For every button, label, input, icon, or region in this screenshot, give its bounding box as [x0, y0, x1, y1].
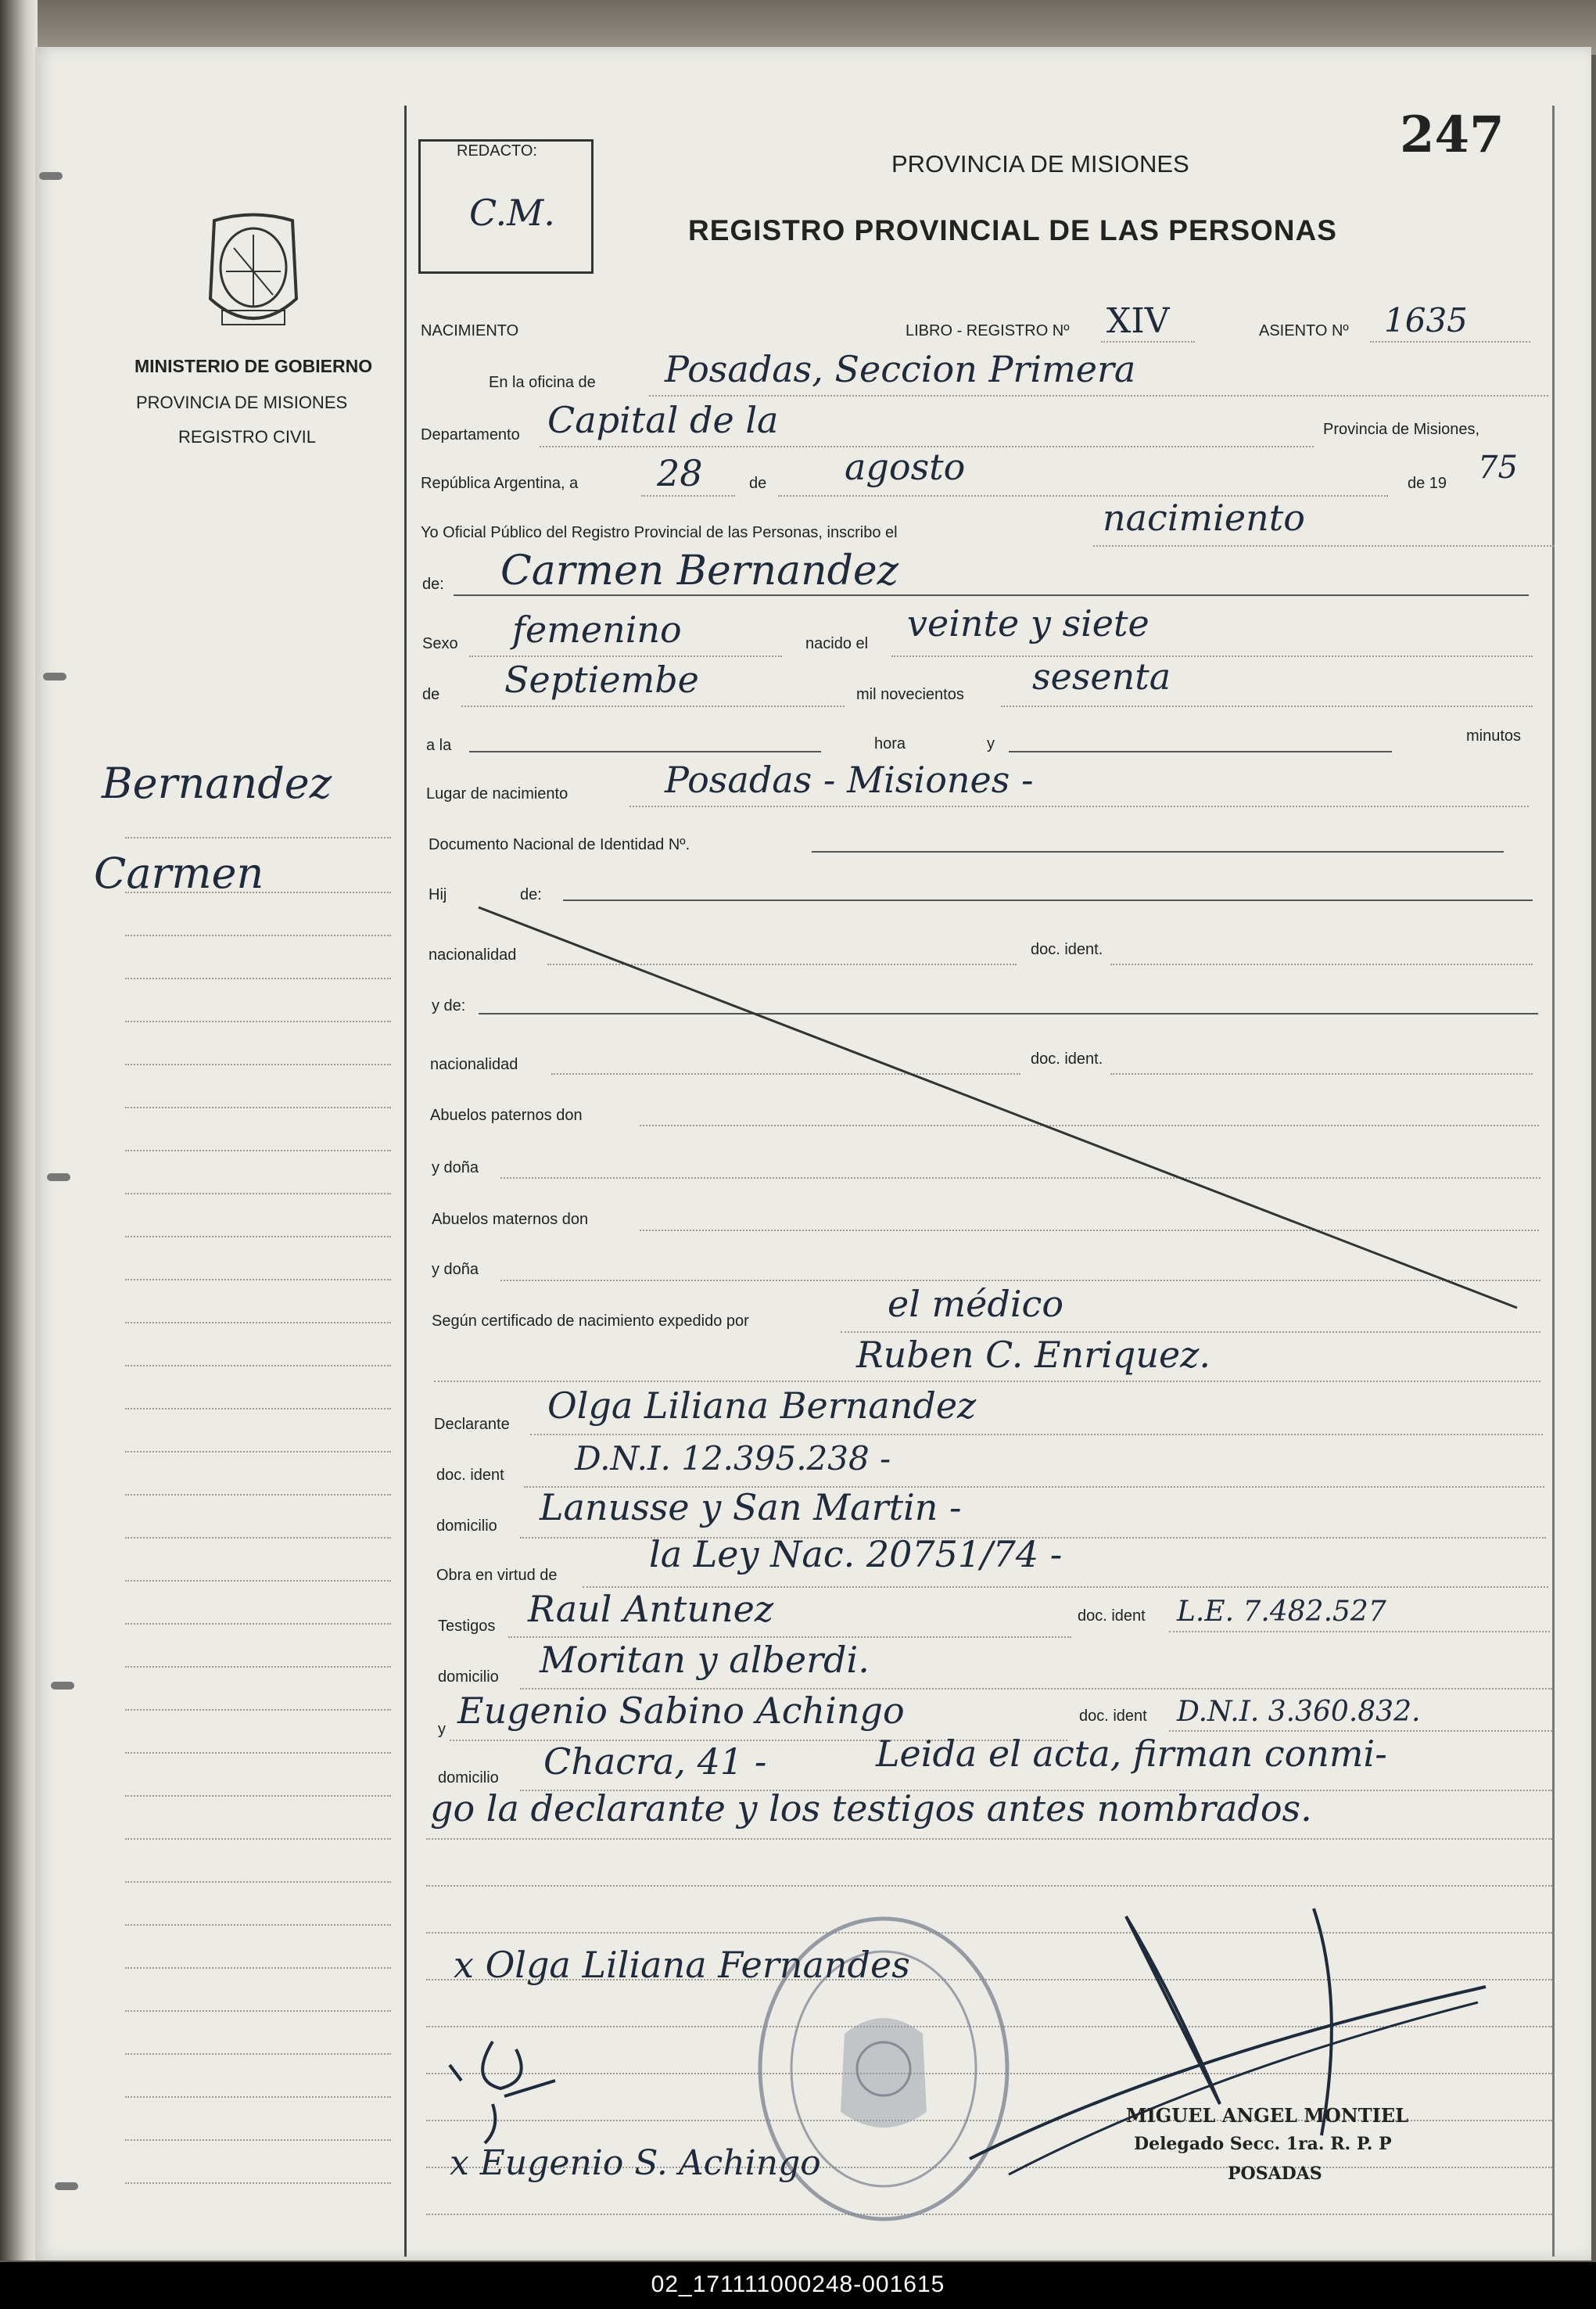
- ab-mat-dona-label: y doña: [432, 1261, 479, 1278]
- lugar-value: Posadas - Misiones -: [665, 759, 1034, 801]
- dom1-label: domicilio: [438, 1668, 499, 1686]
- redacto-initials: C.M.: [469, 192, 555, 234]
- provincia-label: Provincia de Misiones,: [1323, 421, 1480, 438]
- hij-label: Hij: [429, 886, 447, 903]
- libro-label: LIBRO - REGISTRO Nº: [906, 322, 1070, 339]
- lugar-label: Lugar de nacimiento: [426, 785, 568, 803]
- t2doc-value: D.N.I. 3.360.832.: [1177, 1696, 1421, 1728]
- ab-pat-label: Abuelos paternos don: [430, 1107, 583, 1124]
- margin-given-name: Carmen: [94, 849, 264, 898]
- header-province: PROVINCIA DE MISIONES: [891, 150, 1189, 178]
- year-value: 75: [1478, 450, 1518, 486]
- sheet-number: 247: [1400, 106, 1505, 164]
- asiento-label: ASIENTO Nº: [1259, 322, 1349, 339]
- testigos-label: Testigos: [438, 1618, 496, 1635]
- certificado-value-2: Ruben C. Enriquez.: [856, 1334, 1211, 1376]
- dom2-label: domicilio: [438, 1769, 499, 1787]
- ab-mat-label: Abuelos maternos don: [432, 1211, 589, 1228]
- ala-label: a la: [426, 737, 452, 754]
- testigo1-value: Raul Antunez: [528, 1588, 774, 1630]
- certificado-value-1: el médico: [888, 1283, 1064, 1325]
- margin-surname: Bernandez: [102, 759, 332, 808]
- official-city: POSADAS: [1228, 2164, 1322, 2184]
- mil-value: sesenta: [1032, 655, 1171, 698]
- dom2-value: Chacra, 41 -: [543, 1740, 767, 1783]
- domicilio-value: Lanusse y San Martin -: [540, 1486, 962, 1528]
- ministry-name: MINISTERIO DE GOBIERNO: [134, 356, 373, 376]
- header-registry: REGISTRO PROVINCIAL DE LAS PERSONAS: [688, 214, 1337, 246]
- oficina-label: En la oficina de: [489, 374, 596, 391]
- declarante-value: Olga Liliana Bernandez: [547, 1384, 977, 1427]
- yde-label: y de:: [432, 997, 466, 1014]
- month-value: agosto: [845, 446, 966, 488]
- signature-testigo1-scribble: [446, 2034, 618, 2151]
- hora-label: hora: [874, 735, 906, 752]
- closing-line-1: Leida el acta, firman conmi-: [876, 1733, 1387, 1775]
- y-label: y: [987, 735, 995, 752]
- nacido-label: nacido el: [805, 635, 869, 652]
- obra-value: la Ley Nac. 20751/74 -: [649, 1533, 1063, 1575]
- certificado-label: Según certificado de nacimiento expedido por: [432, 1313, 749, 1330]
- t1doc-value: L.E. 7.482.527: [1177, 1596, 1386, 1628]
- declarante-label: Declarante: [434, 1416, 510, 1433]
- nombre-label: de:: [422, 576, 444, 593]
- y2-label: y: [438, 1721, 446, 1738]
- libro-value: XIV: [1106, 301, 1170, 341]
- image-id-caption: 02_171111000248-001615: [651, 2271, 945, 2297]
- t2doc-label: doc. ident: [1079, 1708, 1147, 1725]
- signature-testigo2: x Eugenio S. Achingo: [450, 2143, 821, 2183]
- domicilio-label: domicilio: [436, 1517, 497, 1535]
- year-label: de 19: [1408, 475, 1447, 492]
- mil-label: mil novecientos: [856, 686, 964, 703]
- ministry-province: PROVINCIA DE MISIONES: [136, 393, 348, 412]
- testigo2-value: Eugenio Sabino Achingo: [457, 1690, 905, 1732]
- sexo-value: femenino: [512, 609, 682, 651]
- dom1-value: Moritan y alberdi.: [540, 1639, 870, 1681]
- docid-label: doc. ident: [436, 1467, 504, 1484]
- inscribo-label: Yo Oficial Público del Registro Provincial de las Personas, inscribo el: [421, 524, 898, 541]
- official-title: Delegado Secc. 1ra. R. P. P: [1134, 2134, 1392, 2154]
- hij-de-label: de:: [520, 886, 542, 903]
- obra-label: Obra en virtud de: [436, 1567, 558, 1584]
- oficina-value: Posadas, Seccion Primera: [665, 348, 1136, 390]
- nacido-value: veinte y siete: [907, 602, 1149, 645]
- official-name: MIGUEL ANGEL MONTIEL: [1126, 2104, 1408, 2127]
- departamento-value: Capital de la: [547, 399, 779, 441]
- signature-declarante: x Olga Liliana Fernandes: [454, 1944, 910, 1986]
- ministry-office: REGISTRO CIVIL: [178, 427, 317, 447]
- minutos-label: minutos: [1466, 727, 1522, 745]
- nombre-value: Carmen Bernandez: [500, 548, 899, 594]
- ab-pat-dona-label: y doña: [432, 1159, 479, 1176]
- t1doc-label: doc. ident: [1078, 1607, 1146, 1625]
- nac1-label: nacionalidad: [429, 946, 517, 964]
- nac2-label: nacionalidad: [430, 1056, 518, 1073]
- month-de-label: de: [749, 475, 767, 492]
- asiento-value: 1635: [1384, 301, 1468, 339]
- mes-value: Septiembe: [504, 659, 699, 701]
- republica-label: República Argentina, a: [421, 475, 579, 492]
- doc1-label: doc. ident.: [1031, 941, 1103, 958]
- dni-label: Documento Nacional de Identidad Nº.: [429, 836, 690, 853]
- redacto-label: REDACTO:: [457, 142, 537, 160]
- doc2-label: doc. ident.: [1031, 1050, 1103, 1068]
- docid-value: D.N.I. 12.395.238 -: [575, 1439, 891, 1478]
- entry-type: NACIMIENTO: [421, 322, 519, 339]
- departamento-label: Departamento: [421, 426, 520, 443]
- inscribo-value: nacimiento: [1103, 497, 1305, 539]
- sexo-label: Sexo: [422, 635, 458, 652]
- mes-de-label: de: [422, 686, 440, 703]
- closing-line-2: go la declarante y los testigos antes nombrados.: [430, 1787, 1312, 1830]
- day-value: 28: [657, 452, 703, 494]
